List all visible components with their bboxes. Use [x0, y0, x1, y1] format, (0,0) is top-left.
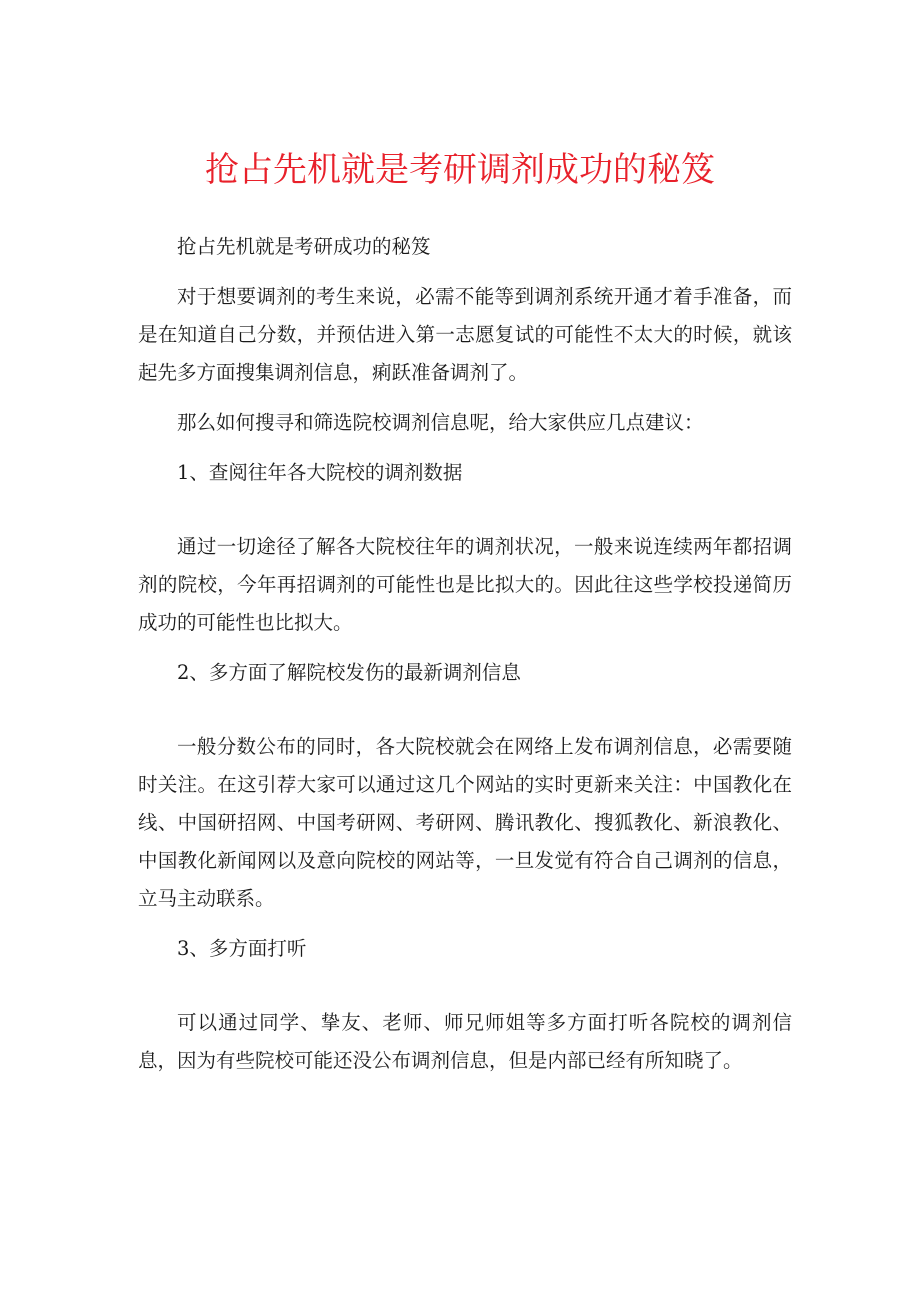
paragraph-section-1: 通过一切途径了解各大院校往年的调剂状况，一般来说连续两年都招调剂的院校，今年再招调剂的可能性也是比拟大的。因此往这些学校投递简历成功的可能性也比拟大。 [138, 535, 792, 634]
paragraph-section-3: 可以通过同学、挚友、老师、师兄师姐等多方面打听各院校的调剂信息，因为有些院校可能还没公布调剂信息，但是内部已经有所知晓了。 [138, 1011, 792, 1072]
document-title: 抢占先机就是考研调剂成功的秘笈 [205, 150, 715, 190]
section-heading-2: 2、多方面了解院校发伤的最新调剂信息 [177, 661, 521, 684]
document-body [138, 228, 792, 1080]
paragraph-subtitle: 抢占先机就是考研成功的秘笈 [177, 235, 431, 258]
paragraph-intro: 对于想要调剂的考生来说，必需不能等到调剂系统开通才着手准备，而是在知道自己分数，并预估进入第一志愿复试的可能性不太大的时候，就该起先多方面搜集调剂信息，痢跃准备调剂了。 [138, 285, 792, 384]
section-heading-1: 1、查阅往年各大院校的调剂数据 [177, 461, 463, 484]
section-heading-3: 3、多方面打听 [177, 937, 307, 960]
paragraph-question: 那么如何搜寻和筛选院校调剂信息呢，给大家供应几点建议： [177, 411, 704, 434]
paragraph-section-2: 一般分数公布的同时，各大院校就会在网络上发布调剂信息，必需要随时关注。在这引荐大家可以通过这几个网站的实时更新来关注：中国教化在线、中国研招网、中国考研网、考研网、腾讯教化、搜狐教化、新浪教化、中国教化新闻网以及意向院校的网站等，一旦发觉有符合自己调剂的信息，立马主动联系。 [138, 735, 792, 910]
